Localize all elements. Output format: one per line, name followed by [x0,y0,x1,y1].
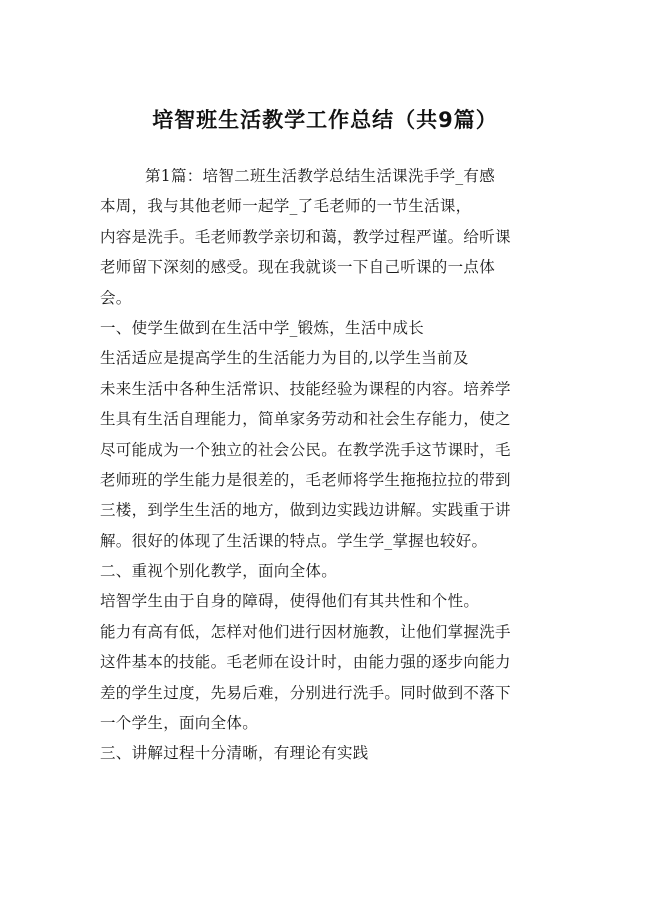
paragraph-line: 未来生活中各种生活常识、技能经验为课程的内容。培养学 [100,379,511,398]
section-heading: 一、使学生做到在生活中学_锻炼，生活中成长 [100,318,425,337]
paragraph-line: 生活适应是提高学生的生活能力为目的,以学生当前及 [100,349,469,368]
paragraph-line: 培智学生由于自身的障碍，使得他们有其共性和个性。 [100,592,480,611]
paragraph-line: 尽可能成为一个独立的社会公民。在教学洗手这节课时，毛 [100,440,511,459]
paragraph-line: 这件基本的技能。毛老师在设计时，由能力强的逐步向能力 [100,653,511,672]
paragraph-line: 三楼，到学生生活的地方，做到边实践边讲解。实践重于讲 [100,501,511,520]
paragraph-line: 会。 [100,288,132,307]
paragraph-line: 一个学生，面向全体。 [100,714,259,733]
paragraph-line: 老师留下深刻的感受。现在我就谈一下自己听课的一点体 [100,258,496,277]
document-title: 培智班生活教学工作总结（共9篇） [152,108,498,132]
paragraph-line: 差的学生过度，先易后难，分别进行洗手。同时做到不落下 [100,683,511,702]
paragraph-line: 能力有高有低，怎样对他们进行因材施教，让他们掌握洗手 [100,622,511,641]
paragraph-line: 第1篇：培智二班生活教学总结生活课洗手学_有感 [145,167,496,185]
paragraph-line: 本周，我与其他老师一起学_了毛老师的一节生活课， [100,197,472,216]
section-heading: 三、讲解过程十分清晰，有理论有实践 [100,744,369,763]
section-heading: 二、重视个别化教学，面向全体。 [100,562,338,581]
document-body [100,161,560,769]
paragraph-line: 老师班的学生能力是很差的，毛老师将学生拖拖拉拉的带到 [100,470,511,489]
paragraph-line: 解。很好的体现了生活课的特点。学生学_掌握也较好。 [100,531,488,550]
paragraph-line: 内容是洗手。毛老师教学亲切和蔼，教学过程严谨。给听课 [100,227,511,246]
paragraph-line: 生具有生活自理能力，简单家务劳动和社会生存能力，使之 [100,410,511,429]
